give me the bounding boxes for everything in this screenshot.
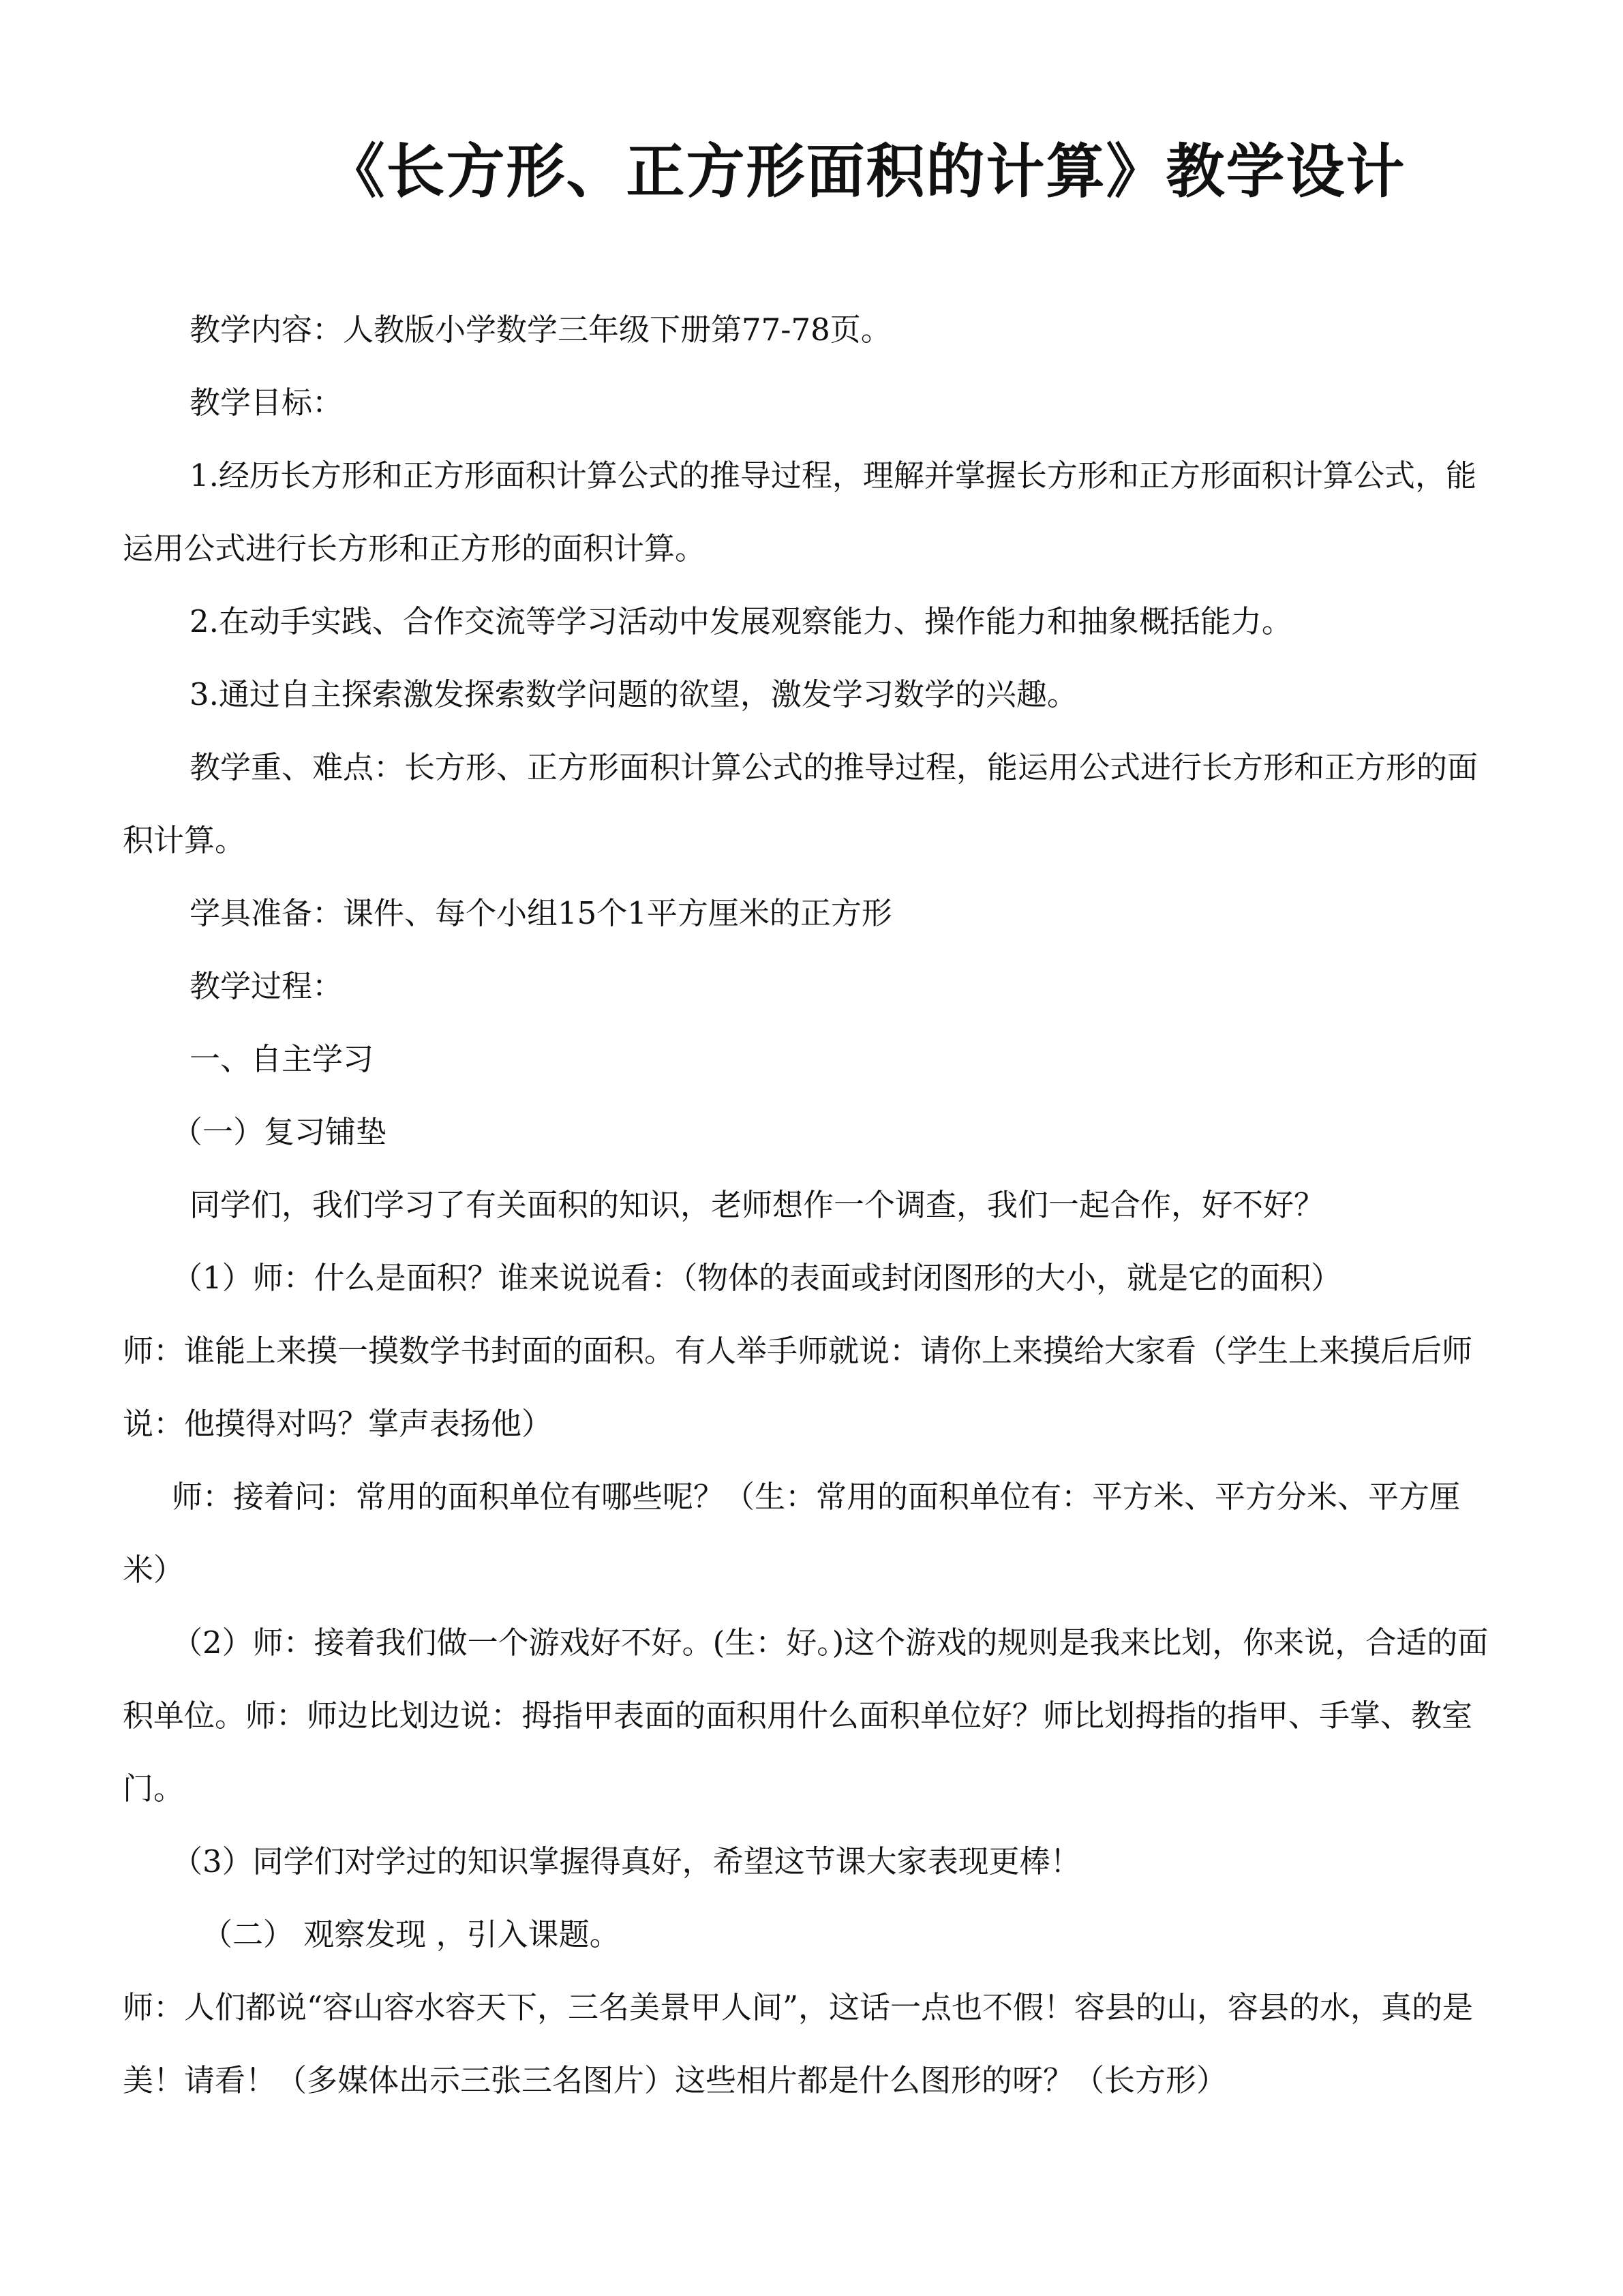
subsection-heading-review: （一）复习铺垫 bbox=[172, 1114, 387, 1150]
paragraph-question-2-game: （2）师：接着我们做一个游戏好不好。(生：好。)这个游戏的规则是我来比划，你来说，合适的面积单位。师：师边比划边说：拇指甲表面的面积用什么面积单位好？师比划拇指的指甲、手掌、教室门。 bbox=[123, 1625, 1489, 1807]
document-body bbox=[123, 293, 1493, 2117]
paragraph-intro-survey: 同学们，我们学习了有关面积的知识，老师想作一个调查，我们一起合作，好不好？ bbox=[189, 1187, 1325, 1223]
paragraph-touch-cover: 师：谁能上来摸一摸数学书封面的面积。有人举手师就说：请你上来摸给大家看（学生上来摸后后师说：他摸得对吗？掌声表扬他） bbox=[123, 1333, 1473, 1442]
paragraph-goal-3: 3.通过自主探索激发探索数学问题的欲望，激发学习数学的兴趣。 bbox=[189, 676, 1078, 712]
paragraph-process-heading: 教学过程： bbox=[189, 968, 344, 1004]
document-title: 《长方形、正方形面积的计算》教学设计 bbox=[326, 137, 1406, 206]
section-heading-self-study: 一、自主学习 bbox=[189, 1041, 374, 1077]
paragraph-key-difficult-points: 教学重、难点：长方形、正方形面积计算公式的推导过程，能运用公式进行长方形和正方形的面积计算。 bbox=[123, 749, 1478, 858]
paragraph-goal-1: 1.经历长方形和正方形面积计算公式的推导过程，理解并掌握长方形和正方形面积计算公式，能运用公式进行长方形和正方形的面积计算。 bbox=[123, 457, 1476, 567]
paragraph-question-3: （3）同学们对学过的知识掌握得真好，希望这节课大家表现更棒！ bbox=[172, 1843, 1081, 1879]
paragraph-materials: 学具准备：课件、每个小组15个1平方厘米的正方形 bbox=[189, 895, 892, 931]
paragraph-goal-2: 2.在动手实践、合作交流等学习活动中发展观察能力、操作能力和抽象概括能力。 bbox=[189, 603, 1292, 639]
paragraph-teaching-goals-heading: 教学目标： bbox=[189, 384, 344, 421]
subsection-heading-observe: （二） 观察发现 ，引入课题。 bbox=[202, 1916, 620, 1952]
paragraph-teaching-content: 教学内容：人教版小学数学三年级下册第77-78页。 bbox=[189, 312, 892, 348]
paragraph-question-1: （1）师：什么是面积？谁来说说看：（物体的表面或封闭图形的大小，就是它的面积） bbox=[172, 1260, 1342, 1296]
paragraph-rongxian-scenery: 师：人们都说“容山容水容天下，三名美景甲人间”，这话一点也不假！容县的山，容县的水，真的是美！请看！（多媒体出示三张三名图片）这些相片都是什么图形的呀？（长方形） bbox=[123, 1989, 1474, 2098]
paragraph-area-units: 师：接着问：常用的面积单位有哪些呢？（生：常用的面积单位有：平方米、平方分米、平方厘米） bbox=[123, 1479, 1461, 1588]
